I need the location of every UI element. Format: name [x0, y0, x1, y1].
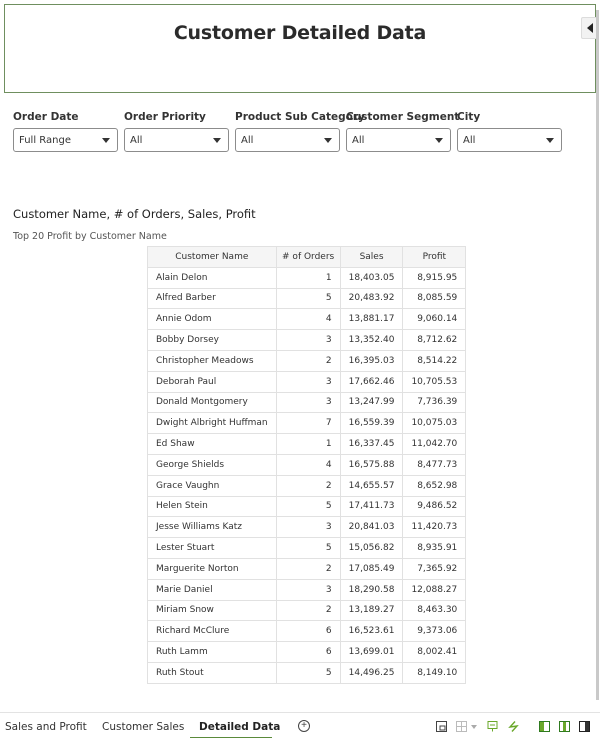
cell-orders: 2	[276, 475, 340, 496]
table-row[interactable]	[148, 621, 466, 642]
cell-sales: 20,483.92	[340, 288, 403, 309]
cell-orders: 1	[276, 434, 340, 455]
filter-label: Product Sub Category	[235, 111, 365, 123]
cell-sales: 17,411.73	[340, 496, 403, 517]
layout-left-icon[interactable]	[539, 721, 550, 732]
cell-orders: 4	[276, 309, 340, 330]
cell-customer-name: Ed Shaw	[148, 434, 277, 455]
cell-sales: 17,085.49	[340, 558, 403, 579]
table-row[interactable]	[148, 475, 466, 496]
order-priority-select[interactable]	[124, 128, 229, 152]
cell-customer-name: Alain Delon	[148, 267, 277, 288]
table-row[interactable]	[148, 454, 466, 475]
chevron-down-icon	[324, 138, 332, 143]
cell-sales: 20,841.03	[340, 517, 403, 538]
cell-customer-name: George Shields	[148, 454, 277, 475]
table-row[interactable]	[148, 642, 466, 663]
cell-profit: 10,075.03	[403, 413, 466, 434]
table-row[interactable]	[148, 517, 466, 538]
cell-sales: 13,352.40	[340, 330, 403, 351]
cell-orders: 4	[276, 454, 340, 475]
cell-orders: 2	[276, 558, 340, 579]
cell-sales: 14,496.25	[340, 662, 403, 683]
caret-left-icon	[587, 23, 593, 33]
dropdown-icon[interactable]	[470, 721, 478, 732]
cell-profit: 8,463.30	[403, 600, 466, 621]
chevron-down-icon	[546, 138, 554, 143]
cell-customer-name: Helen Stein	[148, 496, 277, 517]
select-value: All	[352, 134, 365, 146]
cell-profit: 9,060.14	[403, 309, 466, 330]
table-row[interactable]	[148, 371, 466, 392]
cell-sales: 16,523.61	[340, 621, 403, 642]
table-row[interactable]	[148, 288, 466, 309]
cell-customer-name: Ruth Lamm	[148, 642, 277, 663]
cell-customer-name: Marie Daniel	[148, 579, 277, 600]
cell-sales: 18,290.58	[340, 579, 403, 600]
order-date-select[interactable]	[13, 128, 118, 152]
cell-sales: 14,655.57	[340, 475, 403, 496]
cell-sales: 16,395.03	[340, 350, 403, 371]
refresh-icon[interactable]	[508, 721, 519, 732]
cell-customer-name: Jesse Williams Katz	[148, 517, 277, 538]
table-row[interactable]	[148, 538, 466, 559]
table-row[interactable]	[148, 600, 466, 621]
cell-sales: 13,247.99	[340, 392, 403, 413]
cell-profit: 8,915.95	[403, 267, 466, 288]
cell-orders: 5	[276, 662, 340, 683]
cell-profit: 7,365.92	[403, 558, 466, 579]
cell-orders: 5	[276, 288, 340, 309]
cell-sales: 13,189.27	[340, 600, 403, 621]
table-header-row	[148, 247, 466, 268]
cell-customer-name: Alfred Barber	[148, 288, 277, 309]
table-row[interactable]	[148, 330, 466, 351]
cell-customer-name: Ruth Stout	[148, 662, 277, 683]
tab-customer-sales[interactable]: Customer Sales	[102, 721, 185, 733]
page-title: Customer Detailed Data	[173, 22, 427, 44]
cell-sales: 18,403.05	[340, 267, 403, 288]
cell-orders: 3	[276, 579, 340, 600]
cell-customer-name: Richard McClure	[148, 621, 277, 642]
tab-sales-and-profit[interactable]: Sales and Profit	[5, 721, 87, 733]
table-row[interactable]	[148, 434, 466, 455]
column-header-profit[interactable]: Profit	[403, 247, 466, 268]
cell-profit: 10,705.53	[403, 371, 466, 392]
table-row[interactable]	[148, 558, 466, 579]
cell-profit: 8,514.22	[403, 350, 466, 371]
cell-profit: 8,002.41	[403, 642, 466, 663]
visualization-title: Customer Name, # of Orders, Sales, Profit	[13, 207, 256, 221]
table-row[interactable]	[148, 267, 466, 288]
table-row[interactable]	[148, 662, 466, 683]
cell-customer-name: Donald Montgomery	[148, 392, 277, 413]
cell-customer-name: Deborah Paul	[148, 371, 277, 392]
filter-label: Order Priority	[124, 111, 206, 123]
chevron-down-icon	[213, 138, 221, 143]
cell-sales: 16,559.39	[340, 413, 403, 434]
filter-order-priority	[124, 110, 229, 152]
product-sub-category-select[interactable]	[235, 128, 340, 152]
column-header-orders[interactable]: # of Orders	[276, 247, 340, 268]
filter-order-date	[13, 110, 118, 152]
cell-profit: 11,420.73	[403, 517, 466, 538]
cell-customer-name: Dwight Albright Huffman	[148, 413, 277, 434]
cell-orders: 1	[276, 267, 340, 288]
cell-profit: 8,652.98	[403, 475, 466, 496]
chevron-down-icon	[102, 138, 110, 143]
cell-orders: 5	[276, 496, 340, 517]
cell-sales: 17,662.46	[340, 371, 403, 392]
table-row[interactable]	[148, 350, 466, 371]
cell-profit: 12,088.27	[403, 579, 466, 600]
filter-label: City	[457, 111, 481, 123]
customer-segment-select[interactable]	[346, 128, 451, 152]
column-header-customer-name[interactable]: Customer Name	[148, 247, 277, 268]
layout-center-icon[interactable]	[559, 721, 570, 732]
cell-profit: 8,712.62	[403, 330, 466, 351]
add-tab-button[interactable]	[298, 720, 310, 732]
filter-label: Customer Segment	[346, 111, 460, 123]
cell-customer-name: Annie Odom	[148, 309, 277, 330]
cell-sales: 13,881.17	[340, 309, 403, 330]
cell-orders: 3	[276, 371, 340, 392]
table-row[interactable]	[148, 579, 466, 600]
select-value: All	[463, 134, 476, 146]
cell-profit: 7,736.39	[403, 392, 466, 413]
cell-orders: 5	[276, 538, 340, 559]
plus-circle-icon: +	[301, 720, 307, 731]
layout-right-icon[interactable]	[579, 721, 590, 732]
cell-sales: 15,056.82	[340, 538, 403, 559]
table-body	[148, 267, 466, 683]
table-row[interactable]	[148, 309, 466, 330]
cell-sales: 16,337.45	[340, 434, 403, 455]
filter-city	[457, 110, 562, 152]
cell-profit: 8,149.10	[403, 662, 466, 683]
cell-sales: 13,699.01	[340, 642, 403, 663]
cell-orders: 2	[276, 600, 340, 621]
select-value: Full Range	[19, 134, 71, 146]
cell-profit: 9,373.06	[403, 621, 466, 642]
tab-detailed-data[interactable]: Detailed Data	[199, 721, 281, 733]
title-panel	[4, 4, 596, 93]
vertical-scrollbar[interactable]	[596, 10, 599, 700]
cell-orders: 7	[276, 413, 340, 434]
cell-customer-name: Miriam Snow	[148, 600, 277, 621]
table-row[interactable]	[148, 413, 466, 434]
cell-orders: 3	[276, 517, 340, 538]
cell-orders: 6	[276, 621, 340, 642]
cell-orders: 6	[276, 642, 340, 663]
table-row[interactable]	[148, 392, 466, 413]
cell-orders: 2	[276, 350, 340, 371]
select-value: All	[130, 134, 143, 146]
filter-customer-segment	[346, 110, 460, 152]
filter-label: Order Date	[13, 111, 79, 123]
customer-data-table	[147, 246, 466, 684]
cell-customer-name: Marguerite Norton	[148, 558, 277, 579]
select-value: All	[241, 134, 254, 146]
cell-sales: 16,575.88	[340, 454, 403, 475]
cell-customer-name: Grace Vaughn	[148, 475, 277, 496]
cell-customer-name: Christopher Meadows	[148, 350, 277, 371]
cell-profit: 8,935.91	[403, 538, 466, 559]
cell-customer-name: Bobby Dorsey	[148, 330, 277, 351]
table-row[interactable]	[148, 496, 466, 517]
filter-icon[interactable]	[487, 721, 498, 732]
bottom-tab-bar	[0, 712, 600, 738]
cell-orders: 3	[276, 330, 340, 351]
city-select[interactable]	[457, 128, 562, 152]
chevron-down-icon	[435, 138, 443, 143]
cell-profit: 8,477.73	[403, 454, 466, 475]
filter-product-sub-category	[235, 110, 365, 152]
visualization-subtitle: Top 20 Profit by Customer Name	[13, 231, 167, 242]
page-settings-icon[interactable]	[436, 721, 447, 732]
grid-layout-icon[interactable]	[456, 721, 467, 732]
cell-customer-name: Lester Stuart	[148, 538, 277, 559]
cell-profit: 9,486.52	[403, 496, 466, 517]
column-header-sales[interactable]: Sales	[340, 247, 403, 268]
cell-profit: 8,085.59	[403, 288, 466, 309]
cell-orders: 3	[276, 392, 340, 413]
cell-profit: 11,042.70	[403, 434, 466, 455]
